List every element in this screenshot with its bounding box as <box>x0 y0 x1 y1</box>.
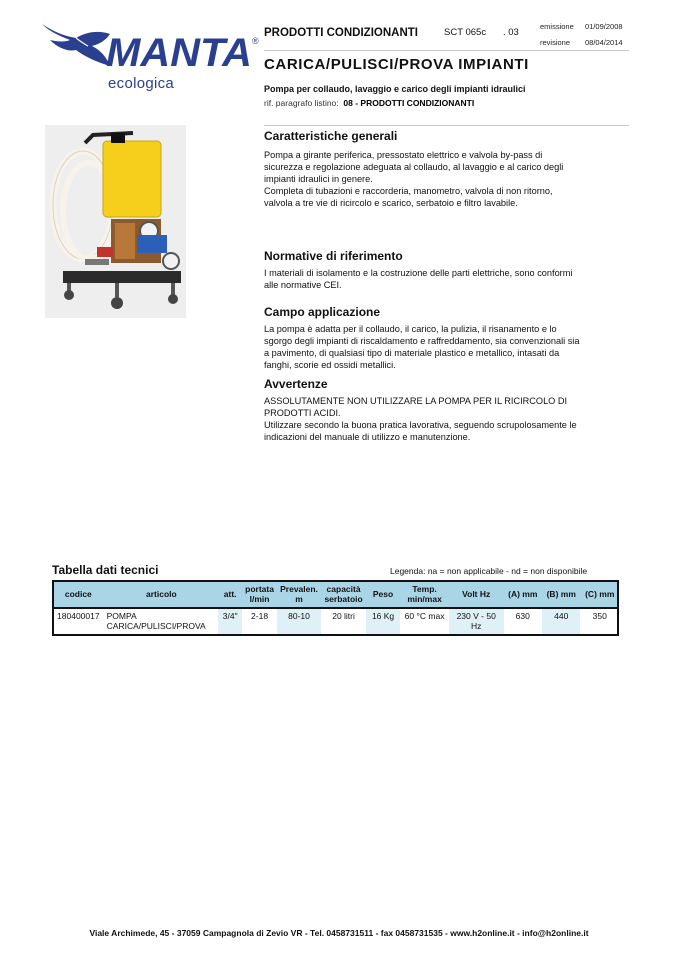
cell-code: 180400017 <box>57 611 100 621</box>
table-header-row <box>52 580 619 608</box>
revision-label: revisione <box>540 38 571 47</box>
document-code: SCT 065c <box>444 27 487 38</box>
section-body-application: La pompa è adatta per il collaudo, il carico, la pulizia, il risanamento e lo sgorgo degli impianti di riscaldamento e raffreddamento, sia convenzionali sia a pavimento, di qualsiasi tipo di materiale plastico e metallico, intasati da fanghi, scorie ed ossidi metallici. <box>264 324 580 370</box>
column-header: codice <box>52 580 105 608</box>
column-header: portata l/min <box>242 580 276 608</box>
product-photo <box>45 125 186 318</box>
table-legend: Legenda: na = non applicabile - nd = non disponibile <box>390 566 588 576</box>
cell-dim-b: 440 <box>542 608 580 636</box>
section-body-norms: I materiali di isolamento e la costruzione delle parti elettriche, sono conformi alle normative CEI. <box>264 268 573 290</box>
table-header-separator <box>52 607 619 609</box>
pump-cart-illustration-icon <box>45 125 186 318</box>
section-title-general: Caratteristiche generali <box>264 129 398 143</box>
header-category: PRODOTTI CONDIZIONANTI <box>264 27 418 39</box>
cell-connection: 3/4" <box>218 608 242 636</box>
section-title-application: Campo applicazione <box>264 305 381 319</box>
cell-temperature: 60 °C max <box>404 611 445 621</box>
column-header: (A) mm <box>504 580 542 608</box>
cell-voltage: 230 V - 50 Hz <box>449 608 504 636</box>
title-divider <box>264 125 629 126</box>
reference-label: rif. paragrafo listino: <box>264 98 339 108</box>
cell-article: POMPA CARICA/PULISCI/PROVA <box>106 611 206 631</box>
footer-contact: Viale Archimede, 45 - 37059 Campagnola di Zevio VR - Tel. 0458731511 - fax 0458731535 - www.h2online.it - info@h2online.it <box>89 928 589 938</box>
cell-weight: 16 Kg <box>366 608 400 636</box>
emission-label: emissione <box>540 22 574 31</box>
cell-dim-c: 350 <box>592 611 607 621</box>
document-number: . 03 <box>503 27 519 38</box>
emission-row <box>540 22 630 31</box>
column-header: capacità serbatoio <box>321 580 366 608</box>
column-header: Peso <box>366 580 400 608</box>
manta-ray-logo-icon <box>40 22 262 74</box>
column-header: articolo <box>105 580 218 608</box>
revision-row <box>540 38 630 47</box>
page-subtitle: Pompa per collaudo, lavaggio e carico degli impianti idraulici <box>264 84 526 94</box>
section-body-warnings: ASSOLUTAMENTE NON UTILIZZARE LA POMPA PER IL RICIRCOLO DI PRODOTTI ACIDI. Utilizzare secondo la buona pratica lavorativa, seguendo scrupolosamente le indicazioni del manuale di utilizzo e manutenzione. <box>264 396 577 442</box>
table-row <box>52 608 619 636</box>
revision-date: 08/04/2014 <box>585 38 623 47</box>
column-header: Temp. min/max <box>400 580 449 608</box>
page-title: CARICA/PULISCI/PROVA IMPIANTI <box>264 56 529 73</box>
section-title-norms: Normative di riferimento <box>264 249 403 263</box>
price-list-reference <box>264 98 474 108</box>
logo-brand-text: MANTA <box>106 31 252 74</box>
column-header: Volt Hz <box>449 580 504 608</box>
table-title: Tabella dati tecnici <box>52 563 159 577</box>
emission-date: 01/09/2008 <box>585 22 623 31</box>
brand-logo <box>40 22 262 97</box>
column-header: Prevalen. m <box>277 580 322 608</box>
cell-dim-a: 630 <box>515 611 530 621</box>
section-title-warnings: Avvertenze <box>264 377 328 391</box>
header-divider <box>264 50 629 51</box>
cell-tank-capacity: 20 litri <box>332 611 355 621</box>
cell-head: 80-10 <box>277 608 322 636</box>
logo-subtitle: ecologica <box>108 75 175 92</box>
column-header: att. <box>218 580 242 608</box>
section-body-general: Pompa a girante periferica, pressostato elettrico e valvola by-pass di sicurezza e regolazione adeguata al collaudo, al lavaggio e al carico degli impianti idraulici in genere. Completa di tubazioni e raccorderia, manometro, valvola di non ritorno, valvola a tre vie di ricircolo e scarico, serbatoio e filtro lavabile. <box>264 150 564 208</box>
column-header: (B) mm <box>542 580 580 608</box>
svg-text:®: ® <box>252 36 259 46</box>
cell-flow: 2-18 <box>251 611 269 621</box>
column-header: (C) mm <box>580 580 619 608</box>
reference-value: 08 - PRODOTTI CONDIZIONANTI <box>343 98 475 108</box>
